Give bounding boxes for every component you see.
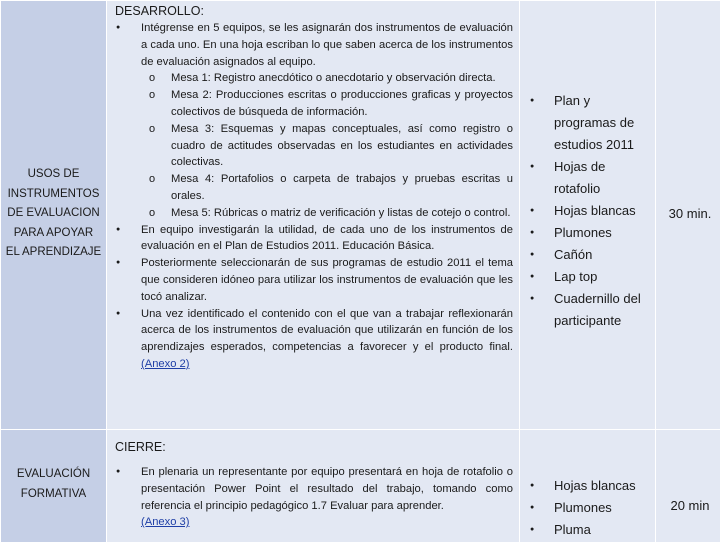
- resource-item: ● Pluma: [554, 519, 651, 541]
- activities-cell: [107, 1, 520, 430]
- category-cell: [1, 1, 107, 430]
- resource-item: ● Plumones: [554, 222, 651, 244]
- resources-list: [520, 430, 655, 541]
- section-heading: DESARROLLO:: [115, 2, 519, 20]
- category-line: EVALUACIÓN: [1, 465, 106, 485]
- resources-cell: [520, 430, 656, 543]
- section-heading: CIERRE:: [115, 438, 519, 456]
- category-cell: [1, 430, 107, 543]
- cierre-row: [1, 430, 720, 543]
- category-label: [1, 430, 106, 504]
- desarrollo-row: [1, 1, 720, 430]
- resource-item: ● Plumones: [554, 497, 651, 519]
- resource-item: ● Cuadernillo del participante: [554, 288, 651, 332]
- resource-item: ● Plan y programas de estudios 2011: [554, 90, 651, 156]
- activity-item: ● Posteriormente seleccionarán de sus programas de estudio 2011 el tema que consideren idóneo para utilizar los instrumentos de evaluación que les tocó analizar.: [141, 255, 513, 305]
- time-label: 20 min: [656, 430, 720, 513]
- mesa-list: [141, 70, 513, 221]
- activity-text: Una vez identificado el contenido con el que van a trabajar reflexionarán acerca de los instrumentos de evaluación que utilizarán en función de los aprendizajes esperados, competencias a favorecer y el producto final.: [141, 308, 513, 354]
- resource-item: ● Cañón: [554, 244, 651, 266]
- category-line: INSTRUMENTOS: [1, 185, 106, 205]
- category-line: FORMATIVA: [1, 485, 106, 505]
- mesa-item: o Mesa 2: Producciones escritas o producciones graficas y proyectos colectivos de búsqueda de información.: [171, 87, 513, 121]
- resource-item: ● Hojas blancas: [554, 200, 651, 222]
- annex-3-link[interactable]: (Anexo 3): [141, 516, 190, 528]
- activity-list: [107, 464, 519, 531]
- mesa-item: o Mesa 1: Registro anecdótico o anecdotario y observación directa.: [171, 70, 513, 87]
- annex-2-link[interactable]: (Anexo 2): [141, 358, 190, 370]
- resource-item: ● Hojas blancas: [554, 475, 651, 497]
- time-cell: [656, 1, 720, 430]
- time-label: 30 min.: [656, 1, 720, 221]
- resource-item: ● Hojas de rotafolio: [554, 156, 651, 200]
- mesa-item: o Mesa 5: Rúbricas o matriz de verificación y listas de cotejo o control.: [171, 205, 513, 222]
- activities-cell: [107, 430, 520, 543]
- mesa-item: o Mesa 3: Esquemas y mapas conceptuales, así como registro o cuadro de actitudes observadas en los estudiantes en actividades colectivas.: [171, 121, 513, 171]
- category-line: DE EVALUACION: [1, 204, 106, 224]
- activity-item: ● En equipo investigarán la utilidad, de cada uno de los instrumentos de evaluación en el Plan de Estudios 2011. Educación Básica.: [141, 222, 513, 256]
- resources-list: [520, 1, 655, 332]
- category-line: USOS DE: [1, 165, 106, 185]
- resource-item: ● Lap top: [554, 266, 651, 288]
- activity-item: [141, 20, 513, 222]
- resources-cell: [520, 1, 656, 430]
- activity-text: Intégrense en 5 equipos, se les asignarán dos instrumentos de evaluación a cada uno. En una hoja escriban lo que saben acerca de los instrumentos de evaluación asignados al equipo.: [141, 22, 513, 68]
- activity-list: [107, 20, 519, 373]
- category-label: [1, 1, 106, 263]
- time-cell: [656, 430, 720, 543]
- activity-text: En plenaria un representante por equipo presentará en hoja de rotafolio o presentación Power Point el resultado del trabajo, tomando como referencia el principio pedagógico 1.7 Evaluar para aprender.: [141, 466, 513, 512]
- mesa-item: o Mesa 4: Portafolios o carpeta de trabajos y pruebas escritas u orales.: [171, 171, 513, 205]
- activity-item: [141, 306, 513, 373]
- activity-item: [141, 464, 513, 531]
- category-line: EL APRENDIZAJE: [1, 243, 106, 263]
- category-line: PARA APOYAR: [1, 224, 106, 244]
